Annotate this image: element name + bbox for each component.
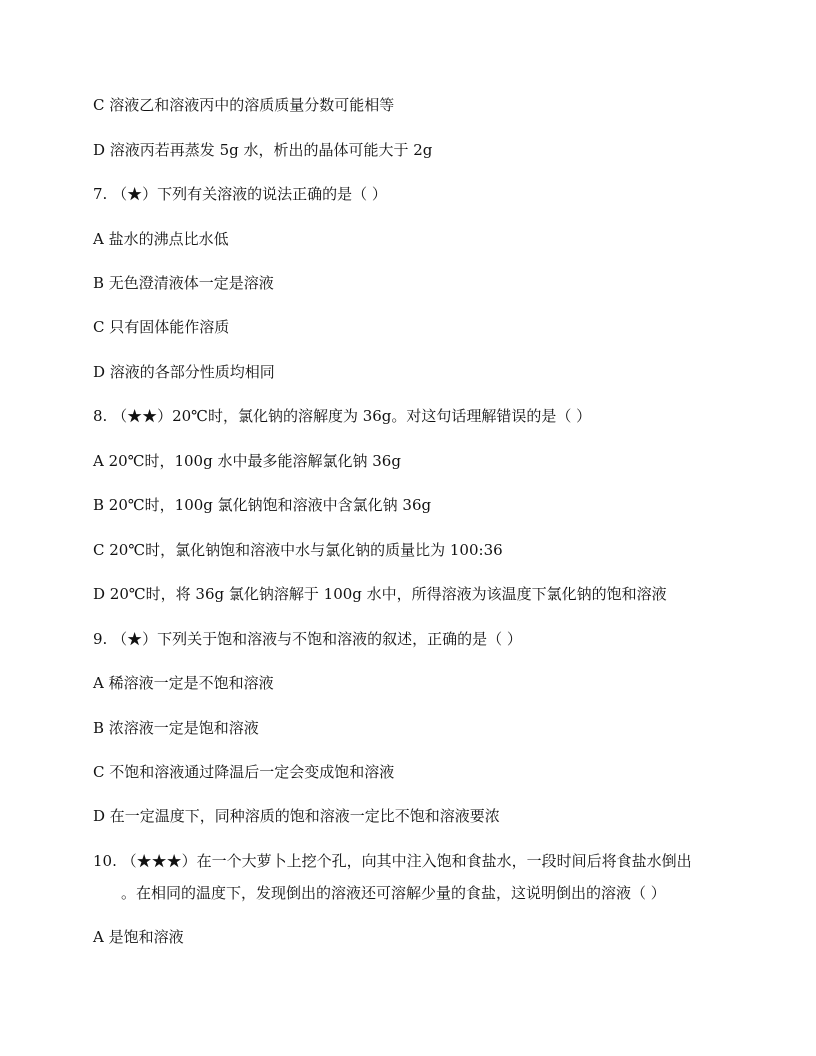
q7-option-b: B 无色澄清液体一定是溶液 [93,274,274,292]
q10-stem-line1: 10. （★★★）在一个大萝卜上挖个孔，向其中注入饱和食盐水，一段时间后将食盐水倒出 [93,852,692,870]
q9-stem: 9. （★）下列关于饱和溶液与不饱和溶液的叙述，正确的是（ ） [93,630,522,648]
q10-option-a: A 是饱和溶液 [93,928,184,946]
q6-option-d: D 溶液丙若再蒸发 5g 水，析出的晶体可能大于 2g [93,141,433,159]
q7-option-a: A 盐水的沸点比水低 [93,230,229,248]
q9-option-d: D 在一定温度下，同种溶质的饱和溶液一定比不饱和溶液要浓 [93,807,500,825]
q7-option-c: C 只有固体能作溶质 [93,318,230,336]
q8-stem: 8. （★★）20℃时，氯化钠的溶解度为 36g。对这句话理解错误的是（ ） [93,407,592,425]
q9-option-c: C 不饱和溶液通过降温后一定会变成饱和溶液 [93,763,395,781]
q8-option-a: A 20℃时，100g 水中最多能溶解氯化钠 36g [93,452,401,470]
q7-option-d: D 溶液的各部分性质均相同 [93,363,275,381]
q7-stem: 7. （★）下列有关溶液的说法正确的是（ ） [93,185,387,203]
q9-option-b: B 浓溶液一定是饱和溶液 [93,719,259,737]
q9-option-a: A 稀溶液一定是不饱和溶液 [93,674,274,692]
q8-option-d: D 20℃时，将 36g 氯化钠溶解于 100g 水中，所得溶液为该温度下氯化钠的饱和溶液 [93,585,667,603]
q10-stem-line2: 。在相同的温度下，发现倒出的溶液还可溶解少量的食盐，这说明倒出的溶液（ ） [121,884,666,902]
q8-option-c: C 20℃时，氯化钠饱和溶液中水与氯化钠的质量比为 100:36 [93,541,503,559]
q8-option-b: B 20℃时，100g 氯化钠饱和溶液中含氯化钠 36g [93,496,432,514]
q6-option-c: C 溶液乙和溶液丙中的溶质质量分数可能相等 [93,96,395,114]
